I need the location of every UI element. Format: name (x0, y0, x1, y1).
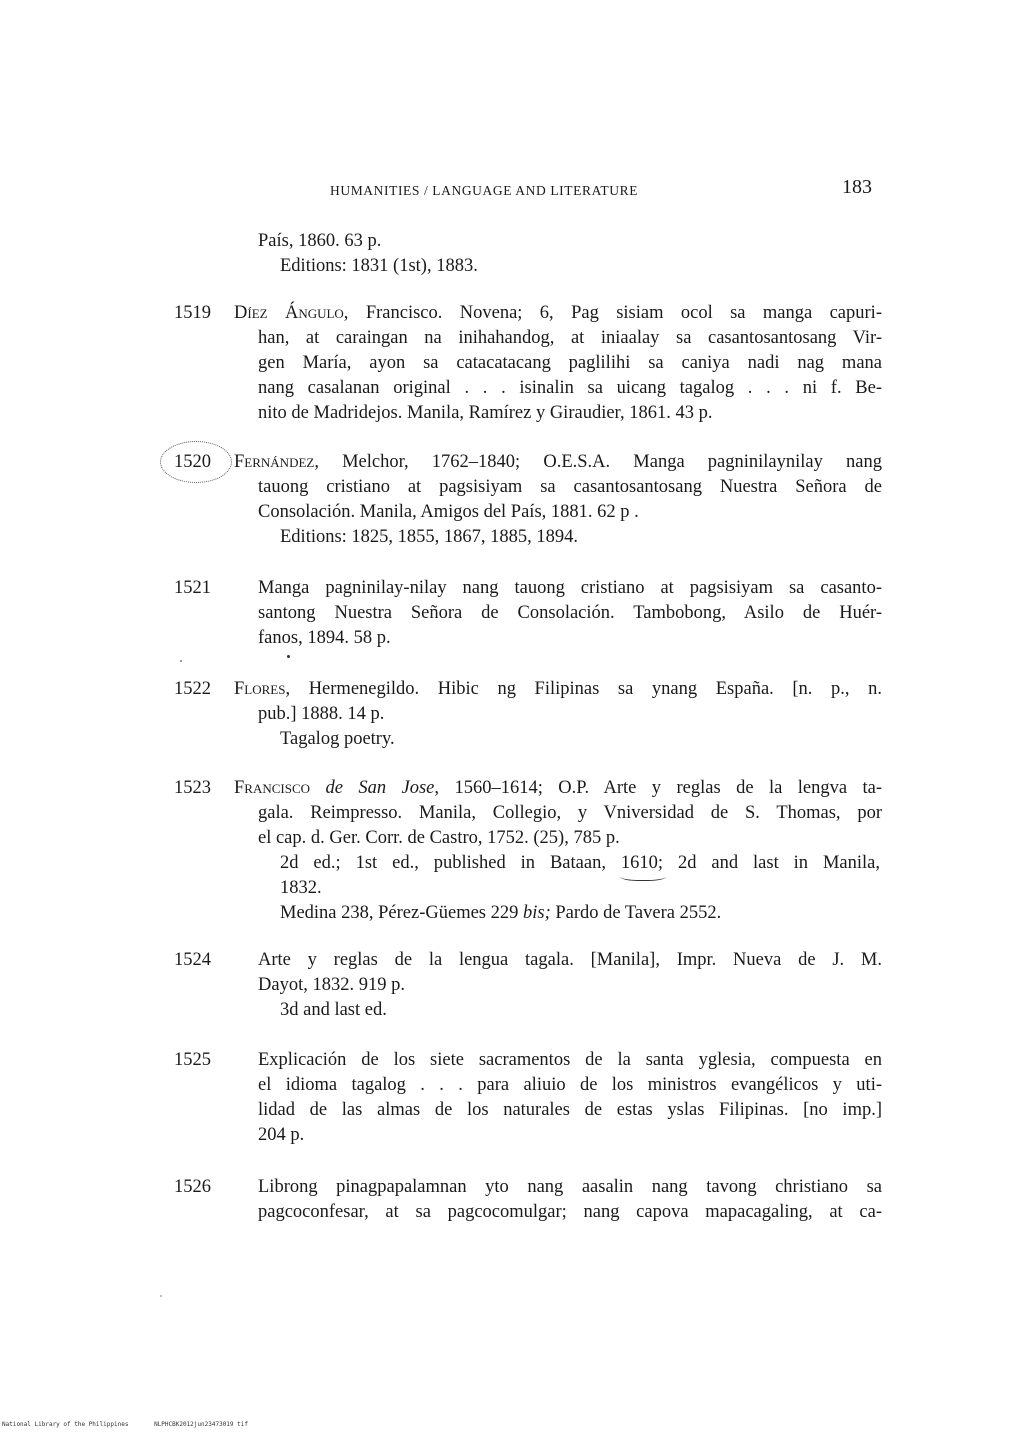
entry-line: Fernández, Melchor, 1762–1840; O.E.S.A. Manga pagninilaynilay nang (234, 452, 882, 472)
entry-line: nang casalanan original . . . isinalin sa uicang tagalog . . . ni f. Be- (258, 378, 882, 398)
entry-number: 1523 (174, 778, 211, 798)
entry-number: 1522 (174, 679, 211, 699)
entry-line: Arte y reglas de la lengua tagala. [Manila], Impr. Nueva de J. M. (258, 950, 882, 970)
entry-line: tauong cristiano at pagsisiyam sa casantosantosang Nuestra Señora de (258, 477, 882, 497)
stray-mark (160, 1295, 162, 1297)
footer-library: National Library of the Philippines (2, 1421, 129, 1428)
entry-line: Explicación de los siete sacramentos de la santa yglesia, compuesta en (258, 1050, 882, 1070)
author-name: Fernández, (234, 452, 319, 472)
entry-line: el idioma tagalog . . . para aliuio de los ministros evangélicos y uti- (258, 1075, 882, 1095)
running-head: HUMANITIES / LANGUAGE AND LITERATURE (330, 183, 639, 198)
entry-note: 3d and last ed. (280, 1000, 387, 1020)
page-number: 183 (842, 176, 872, 198)
entry-note: 1832. (280, 878, 322, 898)
handwritten-underline-mark (620, 870, 666, 881)
entry-number: 1524 (174, 950, 211, 970)
entry-line: fanos, 1894. 58 p. (258, 628, 391, 648)
entry-line: el cap. d. Ger. Corr. de Castro, 1752. (25), 785 p. (258, 828, 620, 848)
entry-line: Dayot, 1832. 919 p. (258, 975, 405, 995)
entry-number: 1520 (174, 452, 211, 472)
entry-note: Medina 238, Pérez-Güemes 229 bis; Pardo de Tavera 2552. (280, 903, 722, 923)
scan-footer (2, 1421, 248, 1428)
entry-line: santong Nuestra Señora de Consolación. Tambobong, Asilo de Huér- (258, 603, 882, 623)
entry-number: 1526 (174, 1177, 211, 1197)
entry-line: 204 p. (258, 1125, 305, 1145)
entry-line: Flores, Hermenegildo. Hibic ng Filipinas sa ynang España. [n. p., n. (234, 679, 882, 699)
entry-line: han, at caraingan na inihahandog, at iniaalay sa casantosantosang Vir- (258, 328, 882, 348)
entry-line: nito de Madridejos. Manila, Ramírez y Giraudier, 1861. 43 p. (258, 403, 713, 423)
author-name: Flores, (234, 679, 291, 699)
entry-note: 2d ed.; 1st ed., published in Bataan, 1610; 2d and last in Manila, (280, 853, 880, 873)
entry-number: 1521 (174, 578, 211, 598)
entry-line: pagcoconfesar, at sa pagcocomulgar; nang capova mapacagaling, at ca- (258, 1202, 882, 1222)
stray-mark (180, 660, 182, 662)
entry-number: 1519 (174, 303, 211, 323)
entry-number: 1525 (174, 1050, 211, 1070)
entry-line: Francisco de San Jose, 1560–1614; O.P. Arte y reglas de la lengva ta- (234, 778, 882, 798)
author-name: Díez Ángulo, (234, 303, 349, 323)
entry-line: gen María, ayon sa catacatacang paglilihi sa caniya nadi nag mana (258, 353, 882, 373)
entry-line: Díez Ángulo, Francisco. Novena; 6, Pag sisiam ocol sa manga capuri- (234, 303, 882, 323)
entry-note: Editions: 1825, 1855, 1867, 1885, 1894. (280, 527, 579, 547)
stray-mark (287, 655, 290, 658)
entry-line: Librong pinagpapalamnan yto nang aasalin nang tavong christiano sa (258, 1177, 882, 1197)
author-name: Francisco (234, 778, 311, 798)
footer-file-id: NLPHCBK2012jun23473019 tif (154, 1421, 248, 1428)
continuation-line: País, 1860. 63 p. (258, 231, 382, 251)
author-epithet: de San Jose, (310, 778, 440, 798)
entry-line: pub.] 1888. 14 p. (258, 704, 385, 724)
entry-note: Tagalog poetry. (280, 729, 395, 749)
entry-line: lidad de las almas de los naturales de estas yslas Filipinas. [no imp.] (258, 1100, 882, 1120)
entry-line: Manga pagninilay-nilay nang tauong cristiano at pagsisiyam sa casanto- (258, 578, 882, 598)
entry-line: Consolación. Manila, Amigos del País, 1881. 62 p . (258, 502, 639, 522)
entry-line: gala. Reimpresso. Manila, Collegio, y Vniversidad de S. Thomas, por (258, 803, 882, 823)
continuation-note: Editions: 1831 (1st), 1883. (280, 256, 478, 276)
